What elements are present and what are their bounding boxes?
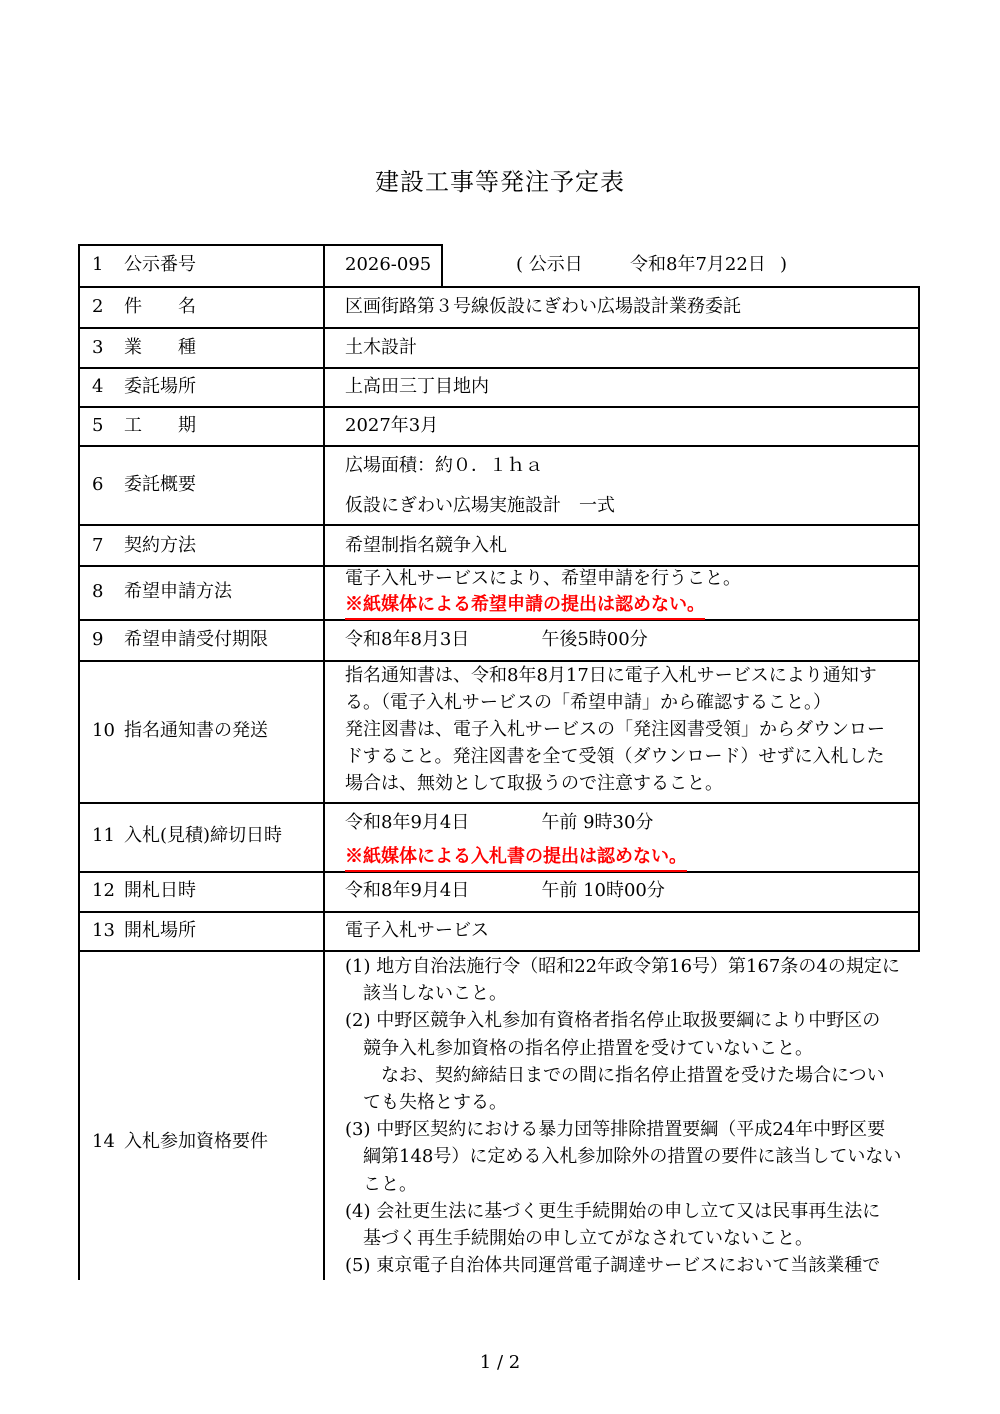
row-label-8: 8 希望申請方法 bbox=[92, 581, 232, 602]
application-paper-notice: ※紙媒体による希望申請の提出は認めない。 bbox=[345, 592, 705, 620]
row-label-9: 9 希望申請受付期限 bbox=[92, 629, 268, 650]
requirement-line: 競争入札参加資格の指名停止措置を受けていないこと。 bbox=[363, 1037, 813, 1059]
requirement-line: なお、契約締結日までの間に指名停止措置を受けた場合につい bbox=[381, 1064, 885, 1086]
summary-line: 仮設にぎわい広場実施設計 一式 bbox=[345, 495, 615, 516]
application-method-text: 電子入札サービスにより、希望申請を行うこと。 bbox=[345, 568, 741, 589]
requirement-line: 該当しないこと。 bbox=[363, 983, 507, 1005]
row-label-11: 11 入札(見積)締切日時 bbox=[92, 825, 283, 846]
nomination-notice-details bbox=[345, 662, 885, 797]
row-label-7: 7 契約方法 bbox=[92, 535, 196, 556]
requirement-line: ても失格とする。 bbox=[363, 1092, 507, 1114]
requirement-line: (1) 地方自治法施行令（昭和22年政令第16号）第167条の4の規定に bbox=[345, 956, 900, 977]
requirement-line: こと。 bbox=[363, 1173, 417, 1195]
notice-line: 指名通知書は、令和8年8月17日に電子入札サービスにより通知す bbox=[345, 665, 877, 686]
summary-line: 広場面積：約０．１ｈａ bbox=[345, 455, 543, 476]
row-label-5: 5 工 期 bbox=[92, 415, 196, 436]
opening-location: 電子入札サービス bbox=[345, 920, 489, 941]
industry-type: 土木設計 bbox=[345, 337, 417, 358]
document-title: 建設工事等発注予定表 bbox=[375, 168, 625, 196]
announcement-date-suffix: ) bbox=[780, 254, 788, 275]
requirement-line: (5) 東京電子自治体共同運営電子調達サービスにおいて当該業種で bbox=[345, 1255, 881, 1277]
requirement-line: (4) 会社更生法に基づく更生手続開始の申し立て又は民事再生法に bbox=[345, 1200, 881, 1222]
opening-datetime: 令和8年9月4日 午前 10時00分 bbox=[345, 880, 665, 901]
application-method bbox=[345, 566, 741, 620]
row-label-2: 2 件 名 bbox=[92, 296, 196, 317]
notice-line: る。（電子入札サービスの「希望申請」から確認すること。） bbox=[345, 692, 831, 713]
project-name: 区画街路第３号線仮設にぎわい広場設計業務委託 bbox=[345, 296, 741, 317]
work-period: 2027年3月 bbox=[345, 415, 439, 436]
consignment-summary bbox=[345, 453, 615, 519]
row-label-6: 6 委託概要 bbox=[92, 474, 196, 495]
announcement-date-prefix: ( 公示日 bbox=[516, 254, 583, 275]
row-label-3: 3 業 種 bbox=[92, 337, 196, 358]
row-label-4: 4 委託場所 bbox=[92, 376, 196, 397]
row-label-12: 12 開札日時 bbox=[92, 880, 196, 901]
row-label-14: 14 入札参加資格要件 bbox=[92, 1131, 268, 1152]
contract-method: 希望制指名競争入札 bbox=[345, 535, 507, 556]
bid-deadline-text: 令和8年9月4日 午前 9時30分 bbox=[345, 812, 654, 833]
row-label-1: 1 公示番号 bbox=[92, 254, 196, 275]
announcement-number: 2026-095 bbox=[345, 254, 432, 275]
requirement-line: 綱第148号）に定める入札参加除外の措置の要件に該当していない bbox=[363, 1146, 902, 1168]
notice-line: 発注図書は、電子入札サービスの「発注図書受領」からダウンロー bbox=[345, 719, 885, 740]
notice-line: 場合は、無効として取扱うので注意すること。 bbox=[345, 773, 723, 794]
page-number: 1 / 2 bbox=[479, 1352, 521, 1373]
requirement-line: (3) 中野区契約における暴力団等排除措置要綱（平成24年中野区要 bbox=[345, 1119, 886, 1141]
requirement-line: (2) 中野区競争入札参加有資格者指名停止取扱要綱により中野区の bbox=[345, 1010, 881, 1032]
bid-deadline bbox=[345, 810, 687, 872]
announcement-date: 令和8年7月22日 bbox=[630, 254, 766, 275]
requirement-line: 基づく再生手続開始の申し立てがなされていないこと。 bbox=[363, 1228, 813, 1250]
eligibility-requirements bbox=[345, 953, 901, 1279]
notice-line: ドすること。発注図書を全て受領（ダウンロード）せずに入札した bbox=[345, 746, 885, 767]
row-label-10: 10 指名通知書の発送 bbox=[92, 720, 268, 741]
consignment-location: 上高田三丁目地内 bbox=[345, 376, 489, 397]
application-deadline: 令和8年8月3日 午後5時00分 bbox=[345, 629, 648, 650]
row-label-13: 13 開札場所 bbox=[92, 920, 196, 941]
bid-paper-notice: ※紙媒体による入札書の提出は認めない。 bbox=[345, 844, 687, 872]
